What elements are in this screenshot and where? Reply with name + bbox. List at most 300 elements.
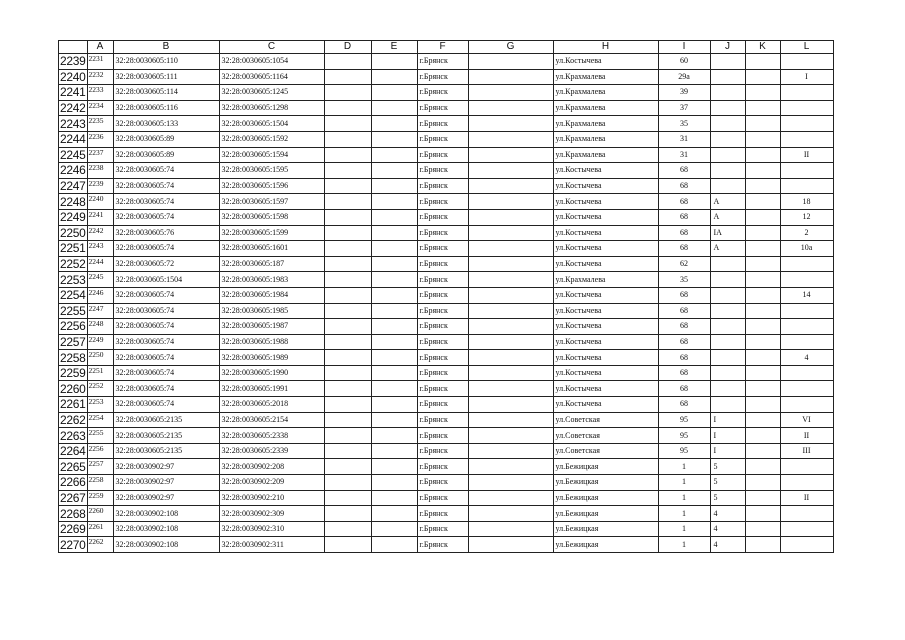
cell-c[interactable]: 32:28:0030605:1984 — [219, 287, 324, 303]
row-number[interactable]: 2257 — [60, 334, 86, 349]
cell-a[interactable]: 2238 — [87, 163, 113, 179]
cell-f[interactable]: г.Брянск — [417, 490, 468, 506]
cell-g[interactable] — [468, 256, 553, 272]
cell-e[interactable] — [371, 397, 417, 413]
cell-d[interactable] — [324, 428, 371, 444]
cell-j[interactable]: А — [710, 194, 745, 210]
cell-i[interactable]: 68 — [658, 350, 710, 366]
cell-i[interactable]: 60 — [658, 54, 710, 70]
cell-e[interactable] — [371, 459, 417, 475]
cell-f[interactable]: г.Брянск — [417, 225, 468, 241]
cell-e[interactable] — [371, 521, 417, 537]
row-number[interactable]: 2259 — [60, 366, 86, 381]
cell-d[interactable] — [324, 381, 371, 397]
cell-h[interactable]: ул.Бежицкая — [553, 475, 658, 491]
cell-l[interactable] — [780, 116, 833, 132]
column-header-d[interactable]: D — [324, 41, 371, 54]
cell-j[interactable] — [710, 85, 745, 101]
cell-j[interactable] — [710, 131, 745, 147]
cell-g[interactable] — [468, 397, 553, 413]
cell-f[interactable]: г.Брянск — [417, 303, 468, 319]
cell-a[interactable]: 2243 — [87, 241, 113, 257]
column-header-f[interactable]: F — [417, 41, 468, 54]
cell-e[interactable] — [371, 475, 417, 491]
cell-g[interactable] — [468, 350, 553, 366]
cell-k[interactable] — [745, 381, 780, 397]
cell-j[interactable]: I — [710, 428, 745, 444]
cell-b[interactable]: 32:28:0030605:89 — [113, 131, 219, 147]
cell-k[interactable] — [745, 131, 780, 147]
row-number[interactable]: 2266 — [60, 475, 86, 490]
cell-d[interactable] — [324, 194, 371, 210]
cell-c[interactable]: 32:28:0030605:1599 — [219, 225, 324, 241]
cell-d[interactable] — [324, 100, 371, 116]
cell-h[interactable]: ул.Костычева — [553, 287, 658, 303]
cell-h[interactable]: ул.Бежицкая — [553, 490, 658, 506]
cell-l[interactable]: 2 — [780, 225, 833, 241]
cell-l[interactable] — [780, 85, 833, 101]
cell-h[interactable]: ул.Костычева — [553, 303, 658, 319]
cell-c[interactable]: 32:28:0030605:1594 — [219, 147, 324, 163]
cell-l[interactable] — [780, 163, 833, 179]
cell-e[interactable] — [371, 116, 417, 132]
cell-e[interactable] — [371, 443, 417, 459]
cell-c[interactable]: 32:28:0030605:1054 — [219, 54, 324, 70]
cell-c[interactable]: 32:28:0030605:1592 — [219, 131, 324, 147]
cell-e[interactable] — [371, 350, 417, 366]
row-number[interactable]: 2252 — [60, 257, 86, 272]
column-header-h[interactable]: H — [553, 41, 658, 54]
cell-a[interactable]: 2242 — [87, 225, 113, 241]
column-header-j[interactable]: J — [710, 41, 745, 54]
cell-b[interactable]: 32:28:0030605:89 — [113, 147, 219, 163]
cell-c[interactable]: 32:28:0030605:1596 — [219, 178, 324, 194]
cell-f[interactable]: г.Брянск — [417, 365, 468, 381]
row-number[interactable]: 2258 — [60, 350, 86, 365]
cell-i[interactable]: 35 — [658, 116, 710, 132]
cell-e[interactable] — [371, 131, 417, 147]
cell-j[interactable]: IA — [710, 225, 745, 241]
cell-h[interactable]: ул.Костычева — [553, 54, 658, 70]
cell-l[interactable] — [780, 178, 833, 194]
cell-j[interactable]: 4 — [710, 537, 745, 553]
cell-h[interactable]: ул.Костычева — [553, 350, 658, 366]
cell-g[interactable] — [468, 319, 553, 335]
cell-a[interactable]: 2248 — [87, 319, 113, 335]
cell-k[interactable] — [745, 241, 780, 257]
cell-b[interactable]: 32:28:0030605:116 — [113, 100, 219, 116]
cell-h[interactable]: ул.Костычева — [553, 225, 658, 241]
column-header-a[interactable]: A — [87, 41, 113, 54]
cell-k[interactable] — [745, 54, 780, 70]
cell-g[interactable] — [468, 537, 553, 553]
cell-l[interactable] — [780, 54, 833, 70]
cell-h[interactable]: ул.Бежицкая — [553, 506, 658, 522]
cell-c[interactable]: 32:28:0030605:1595 — [219, 163, 324, 179]
cell-l[interactable] — [780, 131, 833, 147]
cell-k[interactable] — [745, 350, 780, 366]
cell-c[interactable]: 32:28:0030605:1601 — [219, 241, 324, 257]
row-number[interactable]: 2256 — [60, 319, 86, 334]
cell-i[interactable]: 95 — [658, 428, 710, 444]
cell-b[interactable]: 32:28:0030605:74 — [113, 365, 219, 381]
column-header-i[interactable]: I — [658, 41, 710, 54]
cell-c[interactable]: 32:28:0030605:187 — [219, 256, 324, 272]
cell-l[interactable]: III — [780, 443, 833, 459]
row-number[interactable]: 2261 — [60, 397, 86, 412]
cell-i[interactable]: 95 — [658, 443, 710, 459]
cell-g[interactable] — [468, 443, 553, 459]
cell-e[interactable] — [371, 85, 417, 101]
cell-d[interactable] — [324, 319, 371, 335]
cell-i[interactable]: 1 — [658, 459, 710, 475]
cell-l[interactable]: II — [780, 490, 833, 506]
row-number[interactable]: 2239 — [60, 54, 86, 69]
cell-f[interactable]: г.Брянск — [417, 397, 468, 413]
cell-c[interactable]: 32:28:0030902:309 — [219, 506, 324, 522]
cell-a[interactable]: 2259 — [87, 490, 113, 506]
cell-g[interactable] — [468, 194, 553, 210]
row-number[interactable]: 2248 — [60, 194, 86, 209]
cell-a[interactable]: 2235 — [87, 116, 113, 132]
cell-c[interactable]: 32:28:0030605:1598 — [219, 209, 324, 225]
column-header-b[interactable]: B — [113, 41, 219, 54]
cell-i[interactable]: 1 — [658, 490, 710, 506]
cell-h[interactable]: ул.Костычева — [553, 365, 658, 381]
cell-a[interactable]: 2258 — [87, 475, 113, 491]
cell-l[interactable]: 12 — [780, 209, 833, 225]
cell-i[interactable]: 62 — [658, 256, 710, 272]
cell-a[interactable]: 2244 — [87, 256, 113, 272]
cell-c[interactable]: 32:28:0030605:2338 — [219, 428, 324, 444]
cell-f[interactable]: г.Брянск — [417, 209, 468, 225]
cell-b[interactable]: 32:28:0030902:108 — [113, 521, 219, 537]
cell-g[interactable] — [468, 147, 553, 163]
cell-e[interactable] — [371, 194, 417, 210]
cell-e[interactable] — [371, 209, 417, 225]
cell-b[interactable]: 32:28:0030605:2135 — [113, 428, 219, 444]
cell-k[interactable] — [745, 209, 780, 225]
cell-h[interactable]: ул.Крахмалева — [553, 100, 658, 116]
cell-c[interactable]: 32:28:0030902:209 — [219, 475, 324, 491]
cell-e[interactable] — [371, 365, 417, 381]
cell-a[interactable]: 2254 — [87, 412, 113, 428]
cell-c[interactable]: 32:28:0030605:1989 — [219, 350, 324, 366]
cell-a[interactable]: 2232 — [87, 69, 113, 85]
cell-f[interactable]: г.Брянск — [417, 256, 468, 272]
cell-k[interactable] — [745, 85, 780, 101]
cell-k[interactable] — [745, 225, 780, 241]
column-header-c[interactable]: C — [219, 41, 324, 54]
cell-k[interactable] — [745, 490, 780, 506]
cell-l[interactable]: VI — [780, 412, 833, 428]
row-number[interactable]: 2241 — [60, 85, 86, 100]
column-header-k[interactable]: K — [745, 41, 780, 54]
row-number[interactable]: 2243 — [60, 116, 86, 131]
cell-j[interactable] — [710, 178, 745, 194]
row-number[interactable]: 2262 — [60, 412, 86, 427]
cell-g[interactable] — [468, 163, 553, 179]
cell-f[interactable]: г.Брянск — [417, 334, 468, 350]
cell-l[interactable] — [780, 521, 833, 537]
row-number[interactable]: 2260 — [60, 381, 86, 396]
row-number[interactable]: 2247 — [60, 179, 86, 194]
cell-b[interactable]: 32:28:0030605:74 — [113, 209, 219, 225]
cell-g[interactable] — [468, 209, 553, 225]
row-number[interactable]: 2253 — [60, 272, 86, 287]
row-number[interactable]: 2240 — [60, 69, 86, 84]
cell-f[interactable]: г.Брянск — [417, 116, 468, 132]
cell-g[interactable] — [468, 459, 553, 475]
cell-d[interactable] — [324, 459, 371, 475]
cell-f[interactable]: г.Брянск — [417, 241, 468, 257]
cell-l[interactable] — [780, 303, 833, 319]
cell-f[interactable]: г.Брянск — [417, 475, 468, 491]
cell-l[interactable]: 14 — [780, 287, 833, 303]
cell-k[interactable] — [745, 69, 780, 85]
cell-i[interactable]: 68 — [658, 194, 710, 210]
cell-e[interactable] — [371, 100, 417, 116]
cell-f[interactable]: г.Брянск — [417, 381, 468, 397]
cell-a[interactable]: 2251 — [87, 365, 113, 381]
cell-a[interactable]: 2246 — [87, 287, 113, 303]
cell-i[interactable]: 35 — [658, 272, 710, 288]
row-number[interactable]: 2244 — [60, 132, 86, 147]
cell-i[interactable]: 1 — [658, 475, 710, 491]
cell-d[interactable] — [324, 54, 371, 70]
cell-i[interactable]: 37 — [658, 100, 710, 116]
cell-b[interactable]: 32:28:0030605:74 — [113, 287, 219, 303]
cell-k[interactable] — [745, 116, 780, 132]
cell-b[interactable]: 32:28:0030902:97 — [113, 475, 219, 491]
cell-b[interactable]: 32:28:0030605:110 — [113, 54, 219, 70]
cell-e[interactable] — [371, 225, 417, 241]
cell-l[interactable] — [780, 459, 833, 475]
cell-i[interactable]: 68 — [658, 241, 710, 257]
cell-k[interactable] — [745, 147, 780, 163]
cell-i[interactable]: 29а — [658, 69, 710, 85]
cell-i[interactable]: 68 — [658, 303, 710, 319]
cell-c[interactable]: 32:28:0030605:1245 — [219, 85, 324, 101]
cell-b[interactable]: 32:28:0030605:74 — [113, 334, 219, 350]
cell-l[interactable] — [780, 100, 833, 116]
cell-d[interactable] — [324, 131, 371, 147]
cell-f[interactable]: г.Брянск — [417, 194, 468, 210]
cell-a[interactable]: 2262 — [87, 537, 113, 553]
cell-d[interactable] — [324, 69, 371, 85]
cell-i[interactable]: 95 — [658, 412, 710, 428]
cell-l[interactable]: I — [780, 69, 833, 85]
cell-e[interactable] — [371, 490, 417, 506]
cell-g[interactable] — [468, 69, 553, 85]
row-number[interactable]: 2267 — [60, 490, 86, 505]
cell-j[interactable] — [710, 116, 745, 132]
row-number[interactable]: 2269 — [60, 522, 86, 537]
cell-b[interactable]: 32:28:0030605:74 — [113, 350, 219, 366]
cell-j[interactable]: 4 — [710, 521, 745, 537]
cell-j[interactable] — [710, 163, 745, 179]
cell-k[interactable] — [745, 475, 780, 491]
cell-h[interactable]: ул.Костычева — [553, 163, 658, 179]
cell-j[interactable]: I — [710, 443, 745, 459]
cell-e[interactable] — [371, 178, 417, 194]
cell-b[interactable]: 32:28:0030605:74 — [113, 178, 219, 194]
cell-k[interactable] — [745, 521, 780, 537]
cell-d[interactable] — [324, 537, 371, 553]
cell-f[interactable]: г.Брянск — [417, 506, 468, 522]
cell-h[interactable]: ул.Костычева — [553, 381, 658, 397]
cell-h[interactable]: ул.Крахмалева — [553, 272, 658, 288]
cell-h[interactable]: ул.Советская — [553, 428, 658, 444]
cell-g[interactable] — [468, 131, 553, 147]
cell-k[interactable] — [745, 365, 780, 381]
cell-d[interactable] — [324, 116, 371, 132]
cell-k[interactable] — [745, 334, 780, 350]
cell-f[interactable]: г.Брянск — [417, 459, 468, 475]
cell-i[interactable]: 68 — [658, 319, 710, 335]
cell-k[interactable] — [745, 194, 780, 210]
row-number[interactable]: 2268 — [60, 506, 86, 521]
cell-d[interactable] — [324, 397, 371, 413]
cell-a[interactable]: 2236 — [87, 131, 113, 147]
cell-j[interactable] — [710, 69, 745, 85]
cell-b[interactable]: 32:28:0030605:74 — [113, 319, 219, 335]
cell-d[interactable] — [324, 521, 371, 537]
row-number[interactable]: 2250 — [60, 225, 86, 240]
cell-g[interactable] — [468, 475, 553, 491]
row-number[interactable]: 2246 — [60, 163, 86, 178]
cell-i[interactable]: 68 — [658, 178, 710, 194]
cell-g[interactable] — [468, 54, 553, 70]
cell-j[interactable]: А — [710, 209, 745, 225]
cell-b[interactable]: 32:28:0030605:74 — [113, 194, 219, 210]
cell-h[interactable]: ул.Костычева — [553, 334, 658, 350]
cell-g[interactable] — [468, 272, 553, 288]
cell-b[interactable]: 32:28:0030605:74 — [113, 303, 219, 319]
cell-c[interactable]: 32:28:0030605:1983 — [219, 272, 324, 288]
cell-i[interactable]: 68 — [658, 381, 710, 397]
cell-l[interactable] — [780, 397, 833, 413]
cell-e[interactable] — [371, 506, 417, 522]
cell-l[interactable]: II — [780, 147, 833, 163]
cell-d[interactable] — [324, 490, 371, 506]
cell-d[interactable] — [324, 303, 371, 319]
cell-l[interactable]: 10а — [780, 241, 833, 257]
cell-a[interactable]: 2245 — [87, 272, 113, 288]
cell-d[interactable] — [324, 506, 371, 522]
cell-i[interactable]: 68 — [658, 163, 710, 179]
cell-g[interactable] — [468, 100, 553, 116]
cell-k[interactable] — [745, 287, 780, 303]
cell-g[interactable] — [468, 225, 553, 241]
cell-c[interactable]: 32:28:0030605:1298 — [219, 100, 324, 116]
cell-b[interactable]: 32:28:0030605:2135 — [113, 412, 219, 428]
cell-g[interactable] — [468, 521, 553, 537]
cell-e[interactable] — [371, 303, 417, 319]
cell-c[interactable]: 32:28:0030902:310 — [219, 521, 324, 537]
cell-h[interactable]: ул.Бежицкая — [553, 459, 658, 475]
cell-d[interactable] — [324, 209, 371, 225]
cell-b[interactable]: 32:28:0030605:111 — [113, 69, 219, 85]
cell-e[interactable] — [371, 147, 417, 163]
cell-j[interactable] — [710, 100, 745, 116]
cell-h[interactable]: ул.Костычева — [553, 256, 658, 272]
cell-b[interactable]: 32:28:0030605:76 — [113, 225, 219, 241]
cell-i[interactable]: 1 — [658, 506, 710, 522]
cell-f[interactable]: г.Брянск — [417, 131, 468, 147]
cell-c[interactable]: 32:28:0030605:1991 — [219, 381, 324, 397]
cell-l[interactable] — [780, 475, 833, 491]
cell-l[interactable] — [780, 334, 833, 350]
cell-d[interactable] — [324, 287, 371, 303]
cell-a[interactable]: 2237 — [87, 147, 113, 163]
cell-c[interactable]: 32:28:0030902:208 — [219, 459, 324, 475]
cell-e[interactable] — [371, 412, 417, 428]
cell-l[interactable]: 4 — [780, 350, 833, 366]
cell-l[interactable]: 18 — [780, 194, 833, 210]
cell-f[interactable]: г.Брянск — [417, 443, 468, 459]
cell-k[interactable] — [745, 163, 780, 179]
cell-j[interactable]: 5 — [710, 459, 745, 475]
cell-i[interactable]: 31 — [658, 147, 710, 163]
cell-b[interactable]: 32:28:0030605:74 — [113, 397, 219, 413]
cell-j[interactable] — [710, 287, 745, 303]
cell-l[interactable]: II — [780, 428, 833, 444]
cell-h[interactable]: ул.Бежицкая — [553, 521, 658, 537]
cell-a[interactable]: 2257 — [87, 459, 113, 475]
cell-l[interactable] — [780, 365, 833, 381]
cell-l[interactable] — [780, 537, 833, 553]
cell-a[interactable]: 2231 — [87, 54, 113, 70]
cell-f[interactable]: г.Брянск — [417, 85, 468, 101]
cell-k[interactable] — [745, 537, 780, 553]
cell-c[interactable]: 32:28:0030605:1164 — [219, 69, 324, 85]
cell-c[interactable]: 32:28:0030605:2339 — [219, 443, 324, 459]
row-number[interactable]: 2242 — [60, 101, 86, 116]
row-number[interactable]: 2270 — [60, 537, 86, 552]
cell-l[interactable] — [780, 256, 833, 272]
cell-c[interactable]: 32:28:0030605:1987 — [219, 319, 324, 335]
cell-b[interactable]: 32:28:0030902:108 — [113, 506, 219, 522]
cell-g[interactable] — [468, 412, 553, 428]
cell-f[interactable]: г.Брянск — [417, 537, 468, 553]
cell-h[interactable]: ул.Крахмалева — [553, 69, 658, 85]
cell-k[interactable] — [745, 506, 780, 522]
row-number[interactable]: 2264 — [60, 444, 86, 459]
cell-i[interactable]: 68 — [658, 209, 710, 225]
cell-f[interactable]: г.Брянск — [417, 272, 468, 288]
cell-k[interactable] — [745, 459, 780, 475]
cell-j[interactable] — [710, 365, 745, 381]
cell-a[interactable]: 2252 — [87, 381, 113, 397]
cell-e[interactable] — [371, 287, 417, 303]
cell-d[interactable] — [324, 147, 371, 163]
cell-d[interactable] — [324, 163, 371, 179]
cell-a[interactable]: 2253 — [87, 397, 113, 413]
cell-d[interactable] — [324, 475, 371, 491]
cell-e[interactable] — [371, 334, 417, 350]
cell-e[interactable] — [371, 537, 417, 553]
cell-e[interactable] — [371, 256, 417, 272]
cell-k[interactable] — [745, 303, 780, 319]
cell-d[interactable] — [324, 272, 371, 288]
cell-h[interactable]: ул.Бежицкая — [553, 537, 658, 553]
cell-e[interactable] — [371, 69, 417, 85]
cell-g[interactable] — [468, 490, 553, 506]
cell-i[interactable]: 68 — [658, 287, 710, 303]
cell-j[interactable] — [710, 272, 745, 288]
cell-e[interactable] — [371, 272, 417, 288]
